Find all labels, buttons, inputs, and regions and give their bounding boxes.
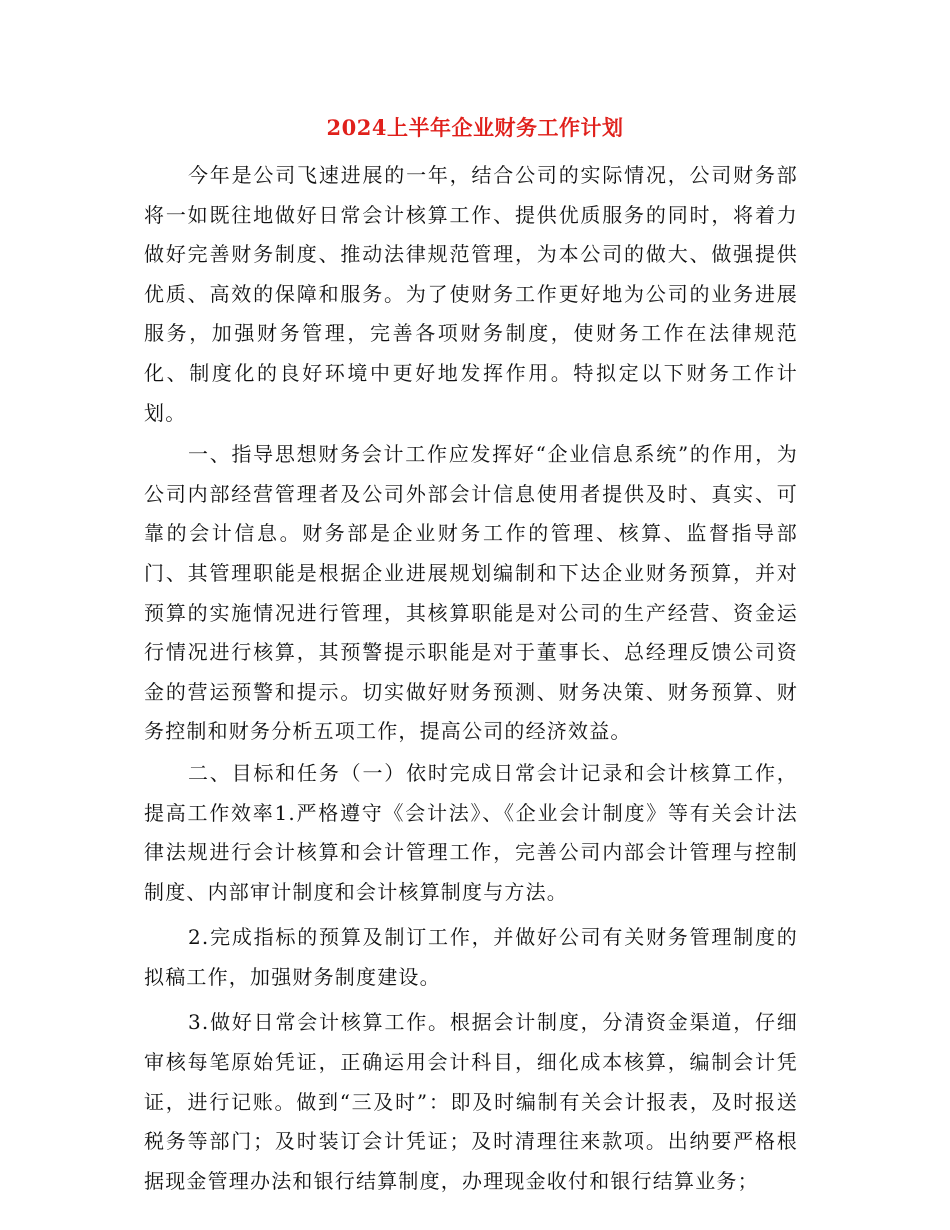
paragraph-goals-tasks: 二、目标和任务（一）依时完成日常会计记录和会计核算工作，提高工作效率1.严格遵守《会计法》、《企业会计制度》等有关会计法律法规进行会计核算和会计管理工作，完善公司内部会计管理与控制制度、内部审计制度和会计核算制度与方法。 [144,760,798,904]
document-body [144,156,798,1203]
paragraph-item-2: 2.完成指标的预算及制订工作，并做好公司有关财务管理制度的拟稿工作，加强财务制度建设。 [144,925,798,989]
paragraph-intro: 今年是公司飞速进展的一年，结合公司的实际情况，公司财务部将一如既往地做好日常会计核算工作、提供优质服务的同时，将着力做好完善财务制度、推动法律规范管理，为本公司的做大、做强提供优质、高效的保障和服务。为了使财务工作更好地为公司的业务进展服务，加强财务管理，完善各项财务制度，使财务工作在法律规范化、制度化的良好环境中更好地发挥作用。特拟定以下财务工作计划。 [144,163,798,425]
paragraph-guiding-ideology: 一、指导思想财务会计工作应发挥好“企业信息系统”的作用，为公司内部经营管理者及公司外部会计信息使用者提供及时、真实、可靠的会计信息。财务部是企业财务工作的管理、核算、监督指导部门、其管理职能是根据企业进展规划编制和下达企业财务预算，并对预算的实施情况进行管理，其核算职能是对公司的生产经营、资金运行情况进行核算，其预警提示职能是对于董事长、总经理反馈公司资金的营运预警和提示。切实做好财务预测、财务决策、财务预算、财务控制和财务分析五项工作，提高公司的经济效益。 [144,442,798,744]
paragraph-item-3: 3.做好日常会计核算工作。根据会计制度，分清资金渠道，仔细审核每笔原始凭证，正确运用会计科目，细化成本核算，编制会计凭证，进行记账。做到“三及时”：即及时编制有关会计报表，及时报送税务等部门；及时装订会计凭证；及时清理往来款项。出纳要严格根据现金管理办法和银行结算制度，办理现金收付和银行结算业务； [144,1010,798,1193]
document-title: 2024上半年企业财务工作计划 [326,115,624,140]
